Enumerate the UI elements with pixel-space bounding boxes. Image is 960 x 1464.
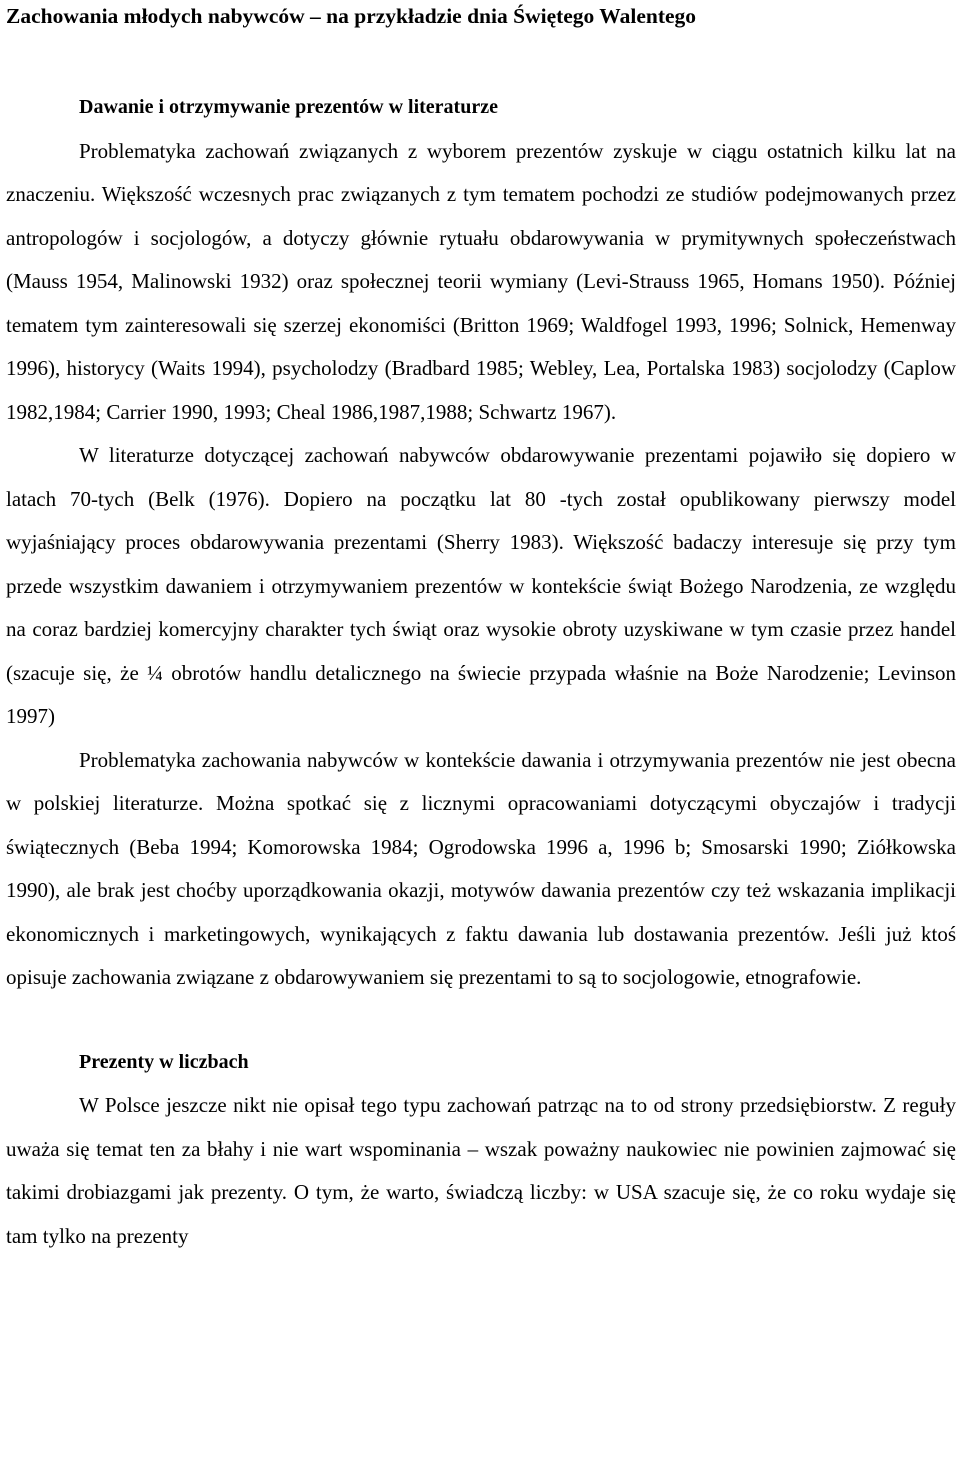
section-gifts-in-numbers: [6, 1041, 956, 1259]
document-title: Zachowania młodych nabywców – na przykładzie dnia Świętego Walentego: [6, 4, 697, 28]
paragraph: W literaturze dotyczącej zachowań nabywców obdarowywanie prezentami pojawiło się dopiero w latach 70-tych (Belk (1976). Dopiero na początku lat 80 -tych został opublikowany pierwszy model wyjaśniający proces obdarowywania prezentami (Sherry 1983). Większość badaczy interesuje się przy tym przede wszystkim dawaniem i otrzymywaniem prezentów w kontekście świąt Bożego Narodzenia, ze względu na coraz bardziej komercyjny charakter tych świąt oraz wysokie obroty uzyskiwane w tym czasie przez handel (szacuje się, że ¼ obrotów handlu detalicznego na świecie przypada właśnie na Boże Narodzenie; Levinson 1997): [6, 443, 956, 728]
section-heading: Dawanie i otrzymywanie prezentów w literaturze: [79, 96, 498, 118]
document-page: [6, 0, 956, 1258]
paragraph: Problematyka zachowań związanych z wyborem prezentów zyskuje w ciągu ostatnich kilku lat na znaczeniu. Większość wczesnych prac związanych z tym tematem pochodzi ze studiów podejmowanych przez antropologów i socjologów, a dotyczy głównie rytuału obdarowywania w prymitywnych społeczeństwach (Mauss 1954, Malinowski 1932) oraz społecznej teorii wymiany (Levi-Strauss 1965, Homans 1950). Później tematem tym zainteresowali się szerzej ekonomiści (Britton 1969; Waldfogel 1993, 1996; Solnick, Hemenway 1996), historycy (Waits 1994), psycholodzy (Bradbard 1985; Webley, Lea, Portalska 1983) socjolodzy (Caplow 1982,1984; Carrier 1990, 1993; Cheal 1986,1987,1988; Schwartz 1967).: [6, 138, 956, 424]
section-gift-giving-literature: [6, 86, 956, 1000]
paragraph: W Polsce jeszcze nikt nie opisał tego typu zachowań patrząc na to od strony przedsiębiorstw. Z reguły uważa się temat ten za błahy i nie wart wspominania – wszak poważny naukowiec nie powinien zajmować się takimi drobiazgami jak prezenty. O tym, że warto, świadczą liczby: w USA szacuje się, że co roku wydaje się tam tylko na prezenty: [6, 1093, 956, 1248]
paragraph: Problematyka zachowania nabywców w kontekście dawania i otrzymywania prezentów nie jest obecna w polskiej literaturze. Można spotkać się z licznymi opracowaniami dotyczącymi obyczajów i tradycji świątecznych (Beba 1994; Komorowska 1984; Ogrodowska 1996 a, 1996 b; Smosarski 1990; Ziółkowska 1990), ale brak jest choćby uporządkowania okazji, motywów dawania prezentów czy też wskazania implikacji ekonomicznych i marketingowych, wynikających z faktu dawania lub dostawania prezentów. Jeśli już ktoś opisuje zachowania związane z obdarowywaniem się prezentami to są to socjologowie, etnografowie.: [6, 747, 956, 989]
section-heading: Prezenty w liczbach: [79, 1050, 249, 1073]
